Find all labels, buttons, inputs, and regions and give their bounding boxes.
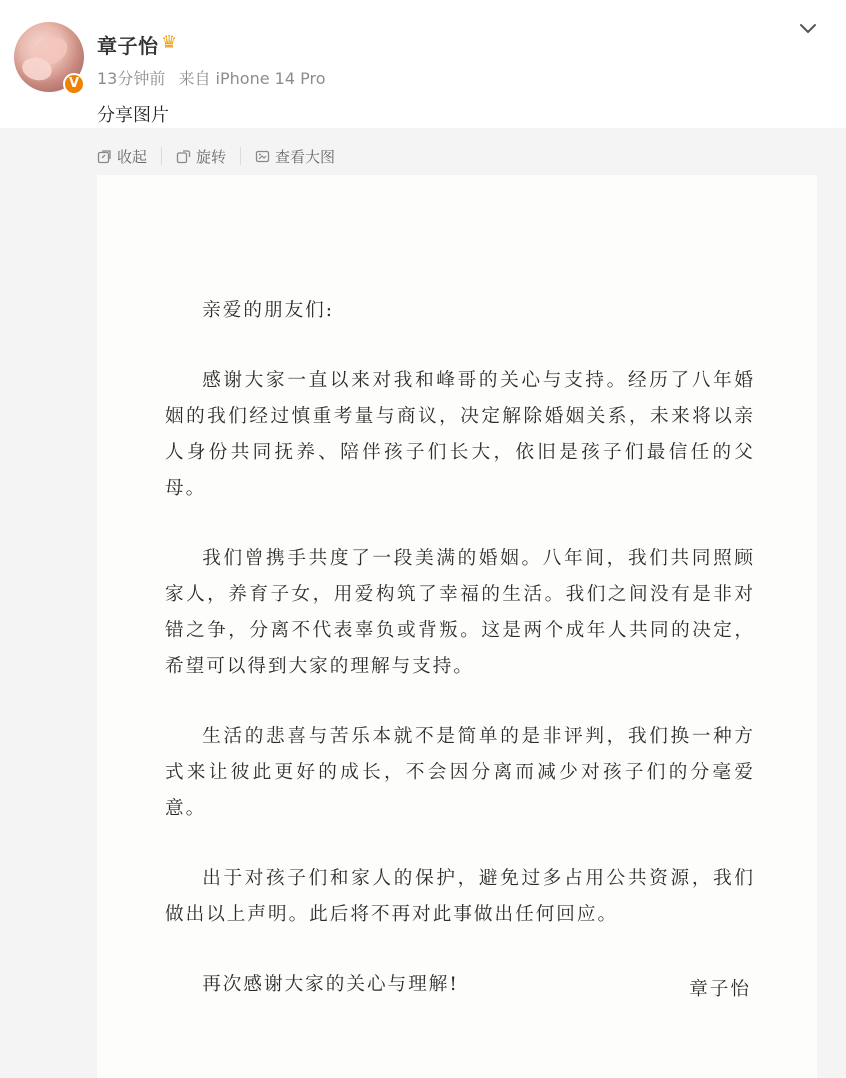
view-large-button[interactable] xyxy=(255,146,335,167)
letter-paragraph: 感谢大家一直以来对我和峰哥的关心与支持。经历了八年婚姻的我们经过慎重考量与商议，决定解除婚姻关系，未来将以亲人身份共同抚养、陪伴孩子们长大，依旧是孩子们最信任的父母。 xyxy=(165,370,755,499)
letter-paragraph: 生活的悲喜与苦乐本就不是简单的是非评判，我们换一种方式来让彼此更好的成长，不会因分离而减少对孩子们的分毫爱意。 xyxy=(165,726,755,819)
letter-paragraph: 出于对孩子们和家人的保护，避免过多占用公共资源，我们做出以上声明。此后将不再对此事做出任何回应。 xyxy=(165,868,755,925)
crown-icon: ♛ xyxy=(161,32,178,53)
letter-paragraph: 我们曾携手共度了一段美满的婚姻。八年间，我们共同照顾家人，养育子女，用爱构筑了幸福的生活。我们之间没有是非对错之争，分离不代表辜负或背叛。这是两个成年人共同的决定，希望可以得到大家的理解与支持。 xyxy=(165,548,755,677)
chevron-down-icon[interactable] xyxy=(798,18,818,38)
image-toolbar xyxy=(97,145,335,167)
post-meta xyxy=(97,66,325,89)
username[interactable]: 章子怡 xyxy=(97,34,159,58)
view-large-label: 查看大图 xyxy=(275,147,336,166)
toolbar-divider xyxy=(240,147,241,165)
collapse-label: 收起 xyxy=(117,147,148,166)
rotate-button[interactable] xyxy=(176,146,226,167)
toolbar-divider xyxy=(161,147,162,165)
post-time[interactable]: 13分钟前 xyxy=(97,69,166,88)
letter-body xyxy=(165,293,755,1037)
post-source: 来自 iPhone 14 Pro xyxy=(178,69,326,88)
collapse-button[interactable] xyxy=(97,146,147,167)
collapse-icon xyxy=(97,149,112,164)
view-large-icon xyxy=(255,149,270,164)
rotate-label: 旋转 xyxy=(196,147,227,166)
verified-badge: V xyxy=(63,73,85,95)
letter-image[interactable] xyxy=(97,175,817,1078)
letter-greeting: 亲爱的朋友们: xyxy=(202,300,335,321)
post-header xyxy=(0,0,846,128)
post-text: 分享图片 xyxy=(97,105,169,126)
letter-signature: 章子怡 xyxy=(689,979,751,1000)
letter-paragraph: 再次感谢大家的关心与理解! xyxy=(202,974,459,995)
rotate-icon xyxy=(176,149,191,164)
